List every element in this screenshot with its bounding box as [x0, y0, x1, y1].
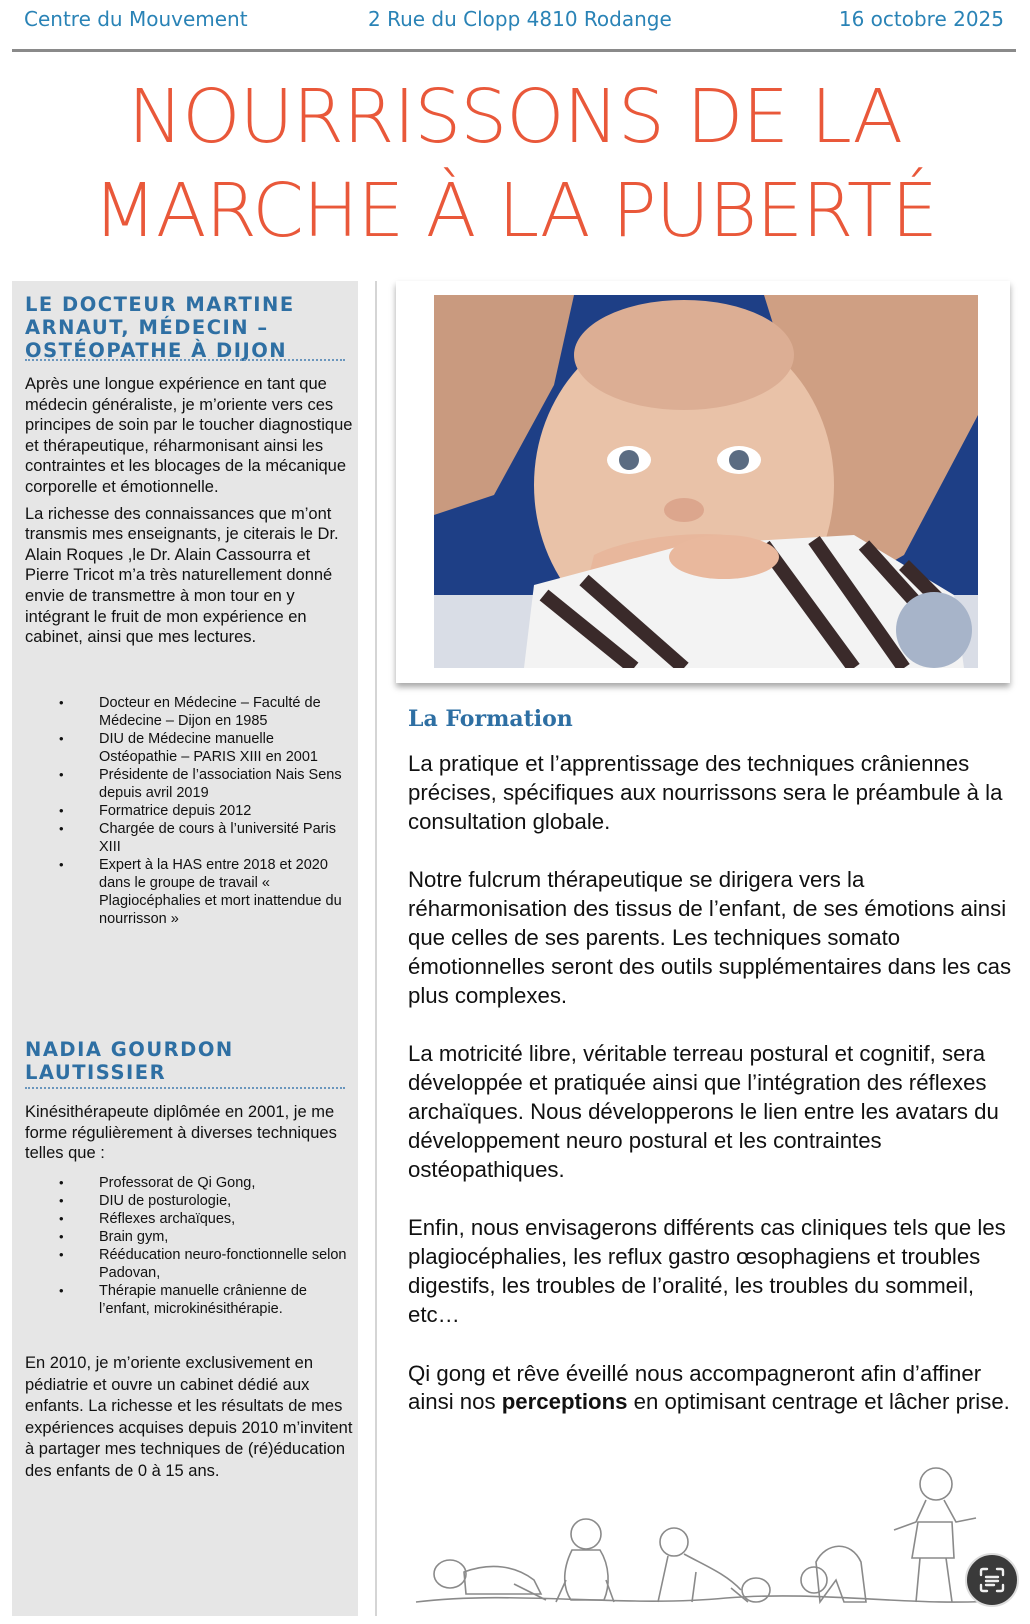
header-organization: Centre du Mouvement	[24, 7, 248, 31]
doctor-heading-line: ARNAUT, MÉDECIN –	[25, 316, 269, 339]
list-item: • Réflexes archaïques,	[25, 1210, 355, 1228]
nadia-closing: En 2010, je m’oriente exclusivement en pédiatrie et ouvre un cabinet dédié aux enfants. La richesse et les résultats de mes expériences acquises depuis 2010 m’invitent à partager mes techniques de (ré)éducation des enfants de 0 à 15 ans.	[25, 1354, 353, 1480]
formation-text	[408, 750, 1014, 1447]
list-item: • Expert à la HAS entre 2018 et 2020 dans le groupe de travail « Plagiocéphalies et mort inattendue du nourrisson »	[25, 856, 355, 928]
nadia-heading-line: LAUTISSIER	[25, 1061, 167, 1084]
list-item: • Professorat de Qi Gong,	[25, 1174, 355, 1192]
page-title-line-1: NOURRISSONS DE LA	[127, 74, 903, 160]
doctor-heading-line: LE DOCTEUR MARTINE	[25, 293, 295, 316]
nadia-heading-line: NADIA GOURDON	[25, 1038, 234, 1061]
doctor-credentials-list	[25, 694, 355, 928]
nadia-techniques-list	[25, 1174, 355, 1318]
column-divider	[375, 281, 377, 1616]
sidebar	[12, 281, 358, 1616]
page-title-line-2: MARCHE À LA PUBERTÉ	[93, 168, 937, 254]
emphasis-perceptions: perceptions	[501, 1389, 628, 1415]
text-run: Qi gong et rêve éveillé nous accompagneront afin d’affiner ainsi nos	[408, 1360, 982, 1415]
doctor-bio	[25, 374, 355, 654]
formation-paragraph: Notre fulcrum thérapeutique se dirigera vers la réharmonisation des tissus de l’enfant, de ses émotions ainsi que celles de ses parents. Les techniques somato émotionnelles seront des outils supplémentaires dans les cas plus complexes.	[408, 867, 1012, 1008]
doctor-bio-paragraph: La richesse des connaissances que m’ont transmis mes enseignants, je citerais le Dr. Alain Roques ,le Dr. Alain Cassourra et Pierre Tricot m’a très naturellement donné envie de transmettre à mon tour en y intégrant le fruit de mon expérience en cabinet, ainsi que mes lectures.	[25, 504, 339, 647]
text-scan-button[interactable]	[965, 1553, 1019, 1607]
baby-development-illustration	[396, 1462, 1018, 1614]
list-item: • DIU de posturologie,	[25, 1192, 355, 1210]
formation-paragraph: La pratique et l’apprentissage des techniques crâniennes précises, spécifiques aux nourrissons sera le préambule à la consultation globale.	[408, 751, 1003, 834]
list-item: • DIU de Médecine manuelle Ostéopathie – PARIS XIII en 2001	[25, 730, 355, 766]
doctor-heading	[25, 293, 295, 362]
photo-frame	[396, 281, 1010, 683]
header-divider	[12, 49, 1016, 52]
list-item: • Présidente de l’association Nais Sens depuis avril 2019	[25, 766, 355, 802]
nadia-heading-divider	[25, 1087, 345, 1089]
list-item: • Formatrice depuis 2012	[25, 802, 355, 820]
baby-photo	[434, 295, 978, 668]
text-run: en optimisant centrage et lâcher prise.	[627, 1389, 1010, 1415]
section-heading-formation: La Formation	[408, 706, 573, 732]
doctor-heading-divider	[25, 359, 345, 361]
page-title	[0, 70, 1030, 258]
header-date: 16 octobre 2025	[838, 7, 1004, 31]
header-bar	[0, 0, 1030, 40]
formation-paragraph: La motricité libre, véritable terreau postural et cognitif, sera développée et pratiquée ainsi que l’intégration des réflexes archaïques. Nous développerons le lien entre les avatars du développement neuro postural et les contraintes ostéopathiques.	[408, 1041, 999, 1182]
doctor-bio-paragraph: Après une longue expérience en tant que médecin généraliste, je m’oriente vers ces principes de soin par le toucher diagnostique et thérapeutique, réharmonisant ainsi les contraintes et les blocages de la mécanique corporelle et émotionnelle.	[25, 375, 353, 496]
header-address: 2 Rue du Clopp 4810 Rodange	[368, 7, 672, 31]
list-item: • Rééducation neuro-fonctionnelle selon Padovan,	[25, 1246, 355, 1282]
list-item: • Docteur en Médecine – Faculté de Médecine – Dijon en 1985	[25, 694, 355, 730]
nadia-heading	[25, 1038, 234, 1084]
list-item: • Thérapie manuelle crânienne de l’enfant, microkinésithérapie.	[25, 1282, 355, 1318]
doctor-heading-line: OSTÉOPATHE À DIJON	[25, 339, 288, 362]
formation-paragraph-last	[408, 1360, 1014, 1418]
list-item: • Brain gym,	[25, 1228, 355, 1246]
formation-paragraph: Enfin, nous envisagerons différents cas cliniques tels que les plagiocéphalies, les reflux gastro œsophagiens et troubles digestifs, les troubles de l’oralité, les troubles du sommeil, etc…	[408, 1215, 1006, 1327]
nadia-intro: Kinésithérapeute diplômée en 2001, je me forme régulièrement à diverses techniques telles que :	[25, 1103, 337, 1163]
text-scan-icon	[967, 1555, 1017, 1605]
list-item: • Chargée de cours à l’université Paris XIII	[25, 820, 355, 856]
